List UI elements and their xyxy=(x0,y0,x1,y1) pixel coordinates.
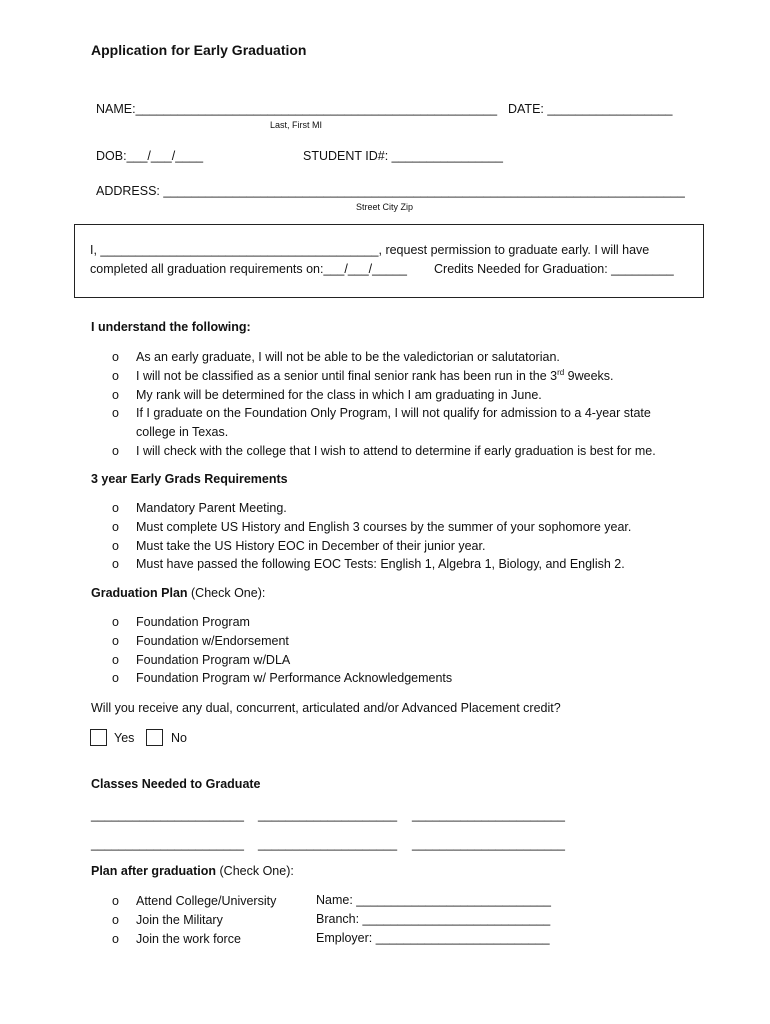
bullet-icon: o xyxy=(112,443,119,458)
bullet-icon: o xyxy=(112,652,119,667)
bullet-icon: o xyxy=(112,615,119,629)
bullet-icon: o xyxy=(112,894,119,908)
statement-line-2-prefix: completed all graduation requirements on: xyxy=(90,262,324,276)
class-line-1-a[interactable]: ______________________ xyxy=(91,808,244,822)
completion-date: ___/___/_____ xyxy=(323,262,407,276)
address-field[interactable]: ADDRESS: ___________________________________________________________________________ xyxy=(96,184,685,198)
dob-label: DOB: xyxy=(96,149,127,163)
class-line-1-c[interactable]: ______________________ xyxy=(412,808,565,822)
class-line-2-a[interactable]: ______________________ xyxy=(91,837,244,851)
date-field[interactable]: DATE: __________________ xyxy=(508,102,673,116)
statement-box xyxy=(74,224,704,298)
bullet-icon: o xyxy=(112,633,119,648)
bullet-icon: o xyxy=(112,350,119,364)
bullet-icon: o xyxy=(112,671,119,686)
bullet-icon: o xyxy=(112,387,119,402)
credits-needed-field[interactable]: Credits Needed for Graduation: _________ xyxy=(434,262,674,276)
bullet-icon: o xyxy=(112,406,119,421)
bullet-icon: o xyxy=(112,368,119,383)
address-hint: Street City Zip xyxy=(356,202,414,212)
no-label: No xyxy=(171,731,187,745)
bullet-icon: o xyxy=(112,557,119,572)
student-id-field[interactable]: STUDENT ID#: ________________ xyxy=(303,149,503,163)
statement-line-2[interactable] xyxy=(90,262,407,276)
bullet-icon: o xyxy=(112,519,119,534)
grad-plan-heading: Graduation Plan (Check One): xyxy=(91,586,266,600)
statement-line-1[interactable]: I, ________________________________________, request permission to graduate early. I will have xyxy=(90,243,650,257)
class-line-2-c[interactable]: ______________________ xyxy=(412,837,565,851)
classes-heading: Classes Needed to Graduate xyxy=(91,777,261,791)
understand-heading: I understand the following: xyxy=(91,320,251,334)
bullet-icon: o xyxy=(112,538,119,553)
name-hint: Last, First MI xyxy=(270,120,323,130)
credit-question: Will you receive any dual, concurrent, articulated and/or Advanced Placement credit? xyxy=(91,701,561,715)
three-year-heading: 3 year Early Grads Requirements xyxy=(91,472,288,486)
no-checkbox[interactable] xyxy=(146,729,163,746)
dob-value: ___/___/____ xyxy=(126,149,204,163)
bullet-icon: o xyxy=(112,912,119,927)
yes-checkbox[interactable] xyxy=(90,729,107,746)
class-line-1-b[interactable]: ____________________ xyxy=(258,808,398,822)
employer-field[interactable]: Employer: _________________________ xyxy=(316,931,550,945)
class-line-2-b[interactable]: ____________________ xyxy=(258,837,398,851)
military-branch-field[interactable]: Branch: ___________________________ xyxy=(316,912,551,926)
bullet-icon: o xyxy=(112,501,119,515)
college-name-field[interactable]: Name: ____________________________ xyxy=(316,893,551,907)
yes-label: Yes xyxy=(114,731,135,745)
plan-after-heading: Plan after graduation (Check One): xyxy=(91,864,294,878)
name-field[interactable]: NAME:____________________________________________________ xyxy=(96,102,498,116)
dob-field[interactable] xyxy=(96,149,203,163)
bullet-icon: o xyxy=(112,931,119,946)
page-title: Application for Early Graduation xyxy=(91,42,307,58)
